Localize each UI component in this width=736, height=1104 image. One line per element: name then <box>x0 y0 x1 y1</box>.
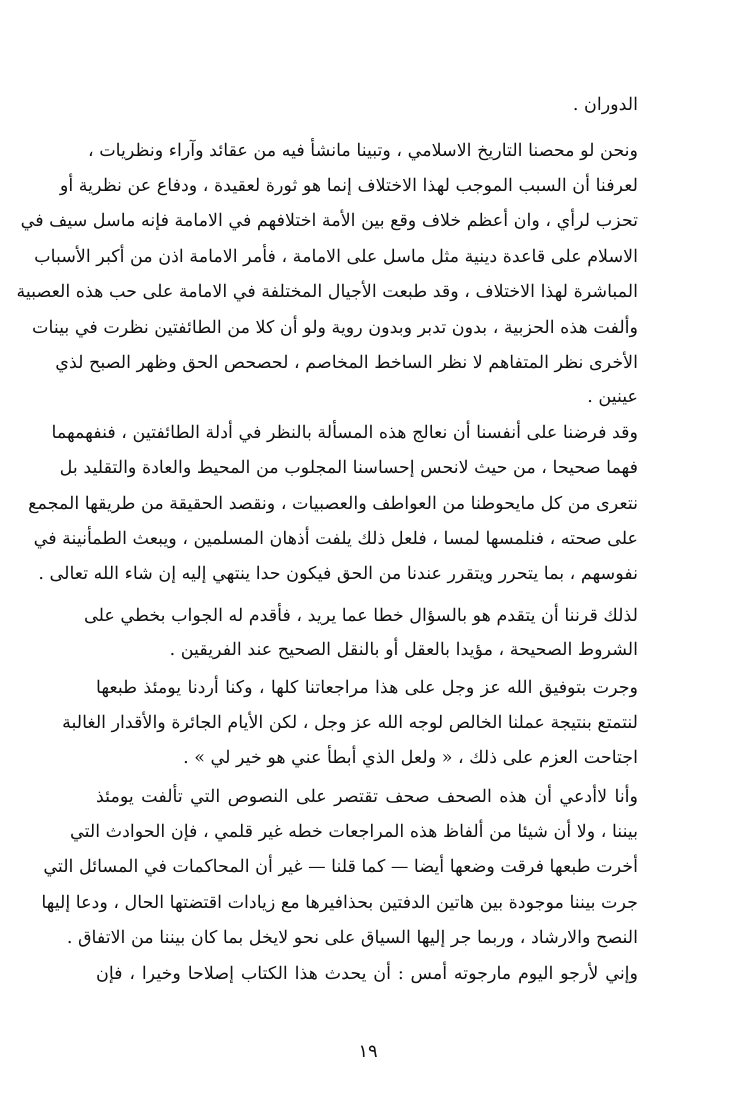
text-line: نفوسهم ، بما يتحرر ويتقرر عندنا من الحق فيكون حدا ينتهي إليه إن شاء الله تعالى . <box>38 564 638 584</box>
text-line: لعرفنا أن السبب الموجب لهذا الاختلاف إنما هو ثورة لعقيدة ، ودفاع عن نظرية أو <box>59 176 638 196</box>
text-line: تحزب لرأي ، وان أعظم خلاف وقع بين الأمة اختلافهم في الامامة فإنه ماسل سيف في <box>20 211 638 231</box>
text-line: وأنا لاأدعي أن هذه الصحف صحف تقتصر على النصوص التي تألفت يومئذ <box>96 787 638 807</box>
text-line: الشروط الصحيحة ، مؤيدا بالعقل أو بالنقل الصحيح عند الفريقين . <box>169 640 638 660</box>
text-line: المباشرة لهذا الاختلاف ، وقد طبعت الأجيال المختلفة في الامامة على حب هذه العصبية <box>16 282 638 302</box>
text-line: اجتاحت العزم على ذلك ، « ولعل الذي أبطأ عني هو خير لي » . <box>183 748 638 768</box>
text-line: الاسلام على قاعدة دينية مثل ماسل على الامامة ، فأمر الامامة اذن من أكبر الأسباب <box>34 247 638 267</box>
text-line: نتعرى من كل مايحوطنا من العواطف والعصبيات ، ونقصد الحقيقة من طريقها المجمع <box>28 494 638 514</box>
text-line: بيننا ، ولا أن شيئا من ألفاظ هذه المراجعات خطه غير قلمي ، فإن الحوادث التي <box>70 822 638 842</box>
text-line: لنتمتع بنتيجة عملنا الخالص لوجه الله عز وجل ، لكن الأيام الجائرة والأقدار الغالبة <box>62 713 638 733</box>
text-line: الأخرى نظر المتفاهم لا نظر الساخط المخاصم ، لحصحص الحق وظهر الصبح لذي <box>55 353 638 373</box>
text-line: وقد فرضنا على أنفسنا أن نعالج هذه المسألة بالنظر في أدلة الطائفتين ، فنفهمهما <box>51 423 638 443</box>
text-line: على صحته ، فنلمسها لمسا ، فلعل ذلك يلفت أذهان المسلمين ، ويبعث الطمأنينة في <box>33 529 638 549</box>
page-number: ١٩ <box>358 1041 378 1062</box>
text-line: عينين . <box>587 387 638 407</box>
text-line: جرت بيننا موجودة بين هاتين الدفتين بحذافيرها مع زيادات اقتضتها الحال ، ودعا إليها <box>41 893 638 913</box>
text-line: وإني لأرجو اليوم مارجوته أمس : أن يحدث هذا الكتاب إصلاحا وخيرا ، فإن <box>96 964 638 984</box>
text-line: النصح والارشاد ، وربما جر إليها السياق على نحو لايخل بما كان بيننا من الاتفاق . <box>66 928 638 948</box>
text-line: الدوران . <box>572 95 638 115</box>
text-line: وألفت هذه الحزبية ، بدون تدبر وبدون روية ولو أن كلا من الطائفتين نظرت في بينات <box>32 318 638 338</box>
text-line: وجرت بتوفيق الله عز وجل على هذا مراجعاتنا كلها ، وكنا أردنا يومئذ طبعها <box>96 678 638 698</box>
text-line: لذلك قرننا أن يتقدم هو بالسؤال خطا عما يريد ، فأقدم له الجواب بخطي على <box>84 606 638 626</box>
text-line: فهما صحيحا ، من حيث لانحس إحساسنا المجلوب من المحيط والعادة والتقليد بل <box>59 458 638 478</box>
text-line: أخرت طبعها فرقت وضعها أيضا — كما قلنا — غير أن المحاكمات في المسائل التي <box>43 857 638 877</box>
text-line: ونحن لو محصنا التاريخ الاسلامي ، وتبينا مانشأ فيه من عقائد وآراء ونظريات ، <box>87 141 638 161</box>
